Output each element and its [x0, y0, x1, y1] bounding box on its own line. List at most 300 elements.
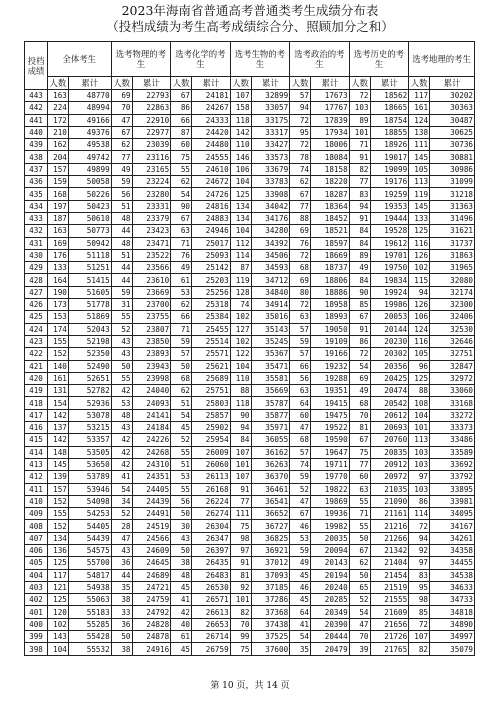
cumulative-cell: 34914: [251, 299, 290, 311]
cumulative-cell: 33679: [251, 163, 290, 175]
count-cell: 50: [111, 631, 132, 643]
cumulative-cell: 20302: [370, 348, 409, 360]
count-cell: 59: [290, 335, 311, 347]
cumulative-cell: 23471: [132, 237, 171, 249]
cumulative-cell: 54439: [68, 532, 111, 544]
cumulative-cell: 18562: [370, 90, 409, 102]
count-cell: 88: [290, 212, 311, 224]
table-row: [25, 225, 475, 237]
count-cell: 50: [171, 508, 192, 520]
score-cell: 423: [25, 335, 48, 347]
cumulative-cell: 19750: [370, 262, 409, 274]
count-cell: 60: [290, 409, 311, 421]
count-cell: 94: [349, 200, 370, 212]
cumulative-cell: 23893: [132, 348, 171, 360]
count-cell: 95: [290, 126, 311, 138]
cumulative-cell: 23280: [132, 188, 171, 200]
count-cell: 57: [290, 323, 311, 335]
cumulative-cell: 34593: [251, 262, 290, 274]
score-cell: 416: [25, 422, 48, 434]
score-cell: 435: [25, 188, 48, 200]
cumulative-cell: 34455: [430, 557, 475, 569]
count-cell: 62: [111, 139, 132, 151]
table-row: [25, 422, 475, 434]
cumulative-cell: 32847: [430, 360, 475, 372]
cumulative-cell: 25256: [192, 286, 231, 298]
cumulative-cell: 52490: [68, 360, 111, 372]
cumulative-cell: 33783: [251, 176, 290, 188]
cumulative-cell: 21609: [370, 606, 409, 618]
cumulative-cell: 26571: [192, 594, 231, 606]
cumulative-cell: 26483: [192, 569, 231, 581]
cumulative-cell: 20194: [311, 569, 350, 581]
cumulative-cell: 36461: [251, 483, 290, 495]
count-cell: 139: [47, 471, 68, 483]
score-cell: 426: [25, 299, 48, 311]
score-distribution-table: [24, 41, 475, 656]
score-cell: 421: [25, 360, 48, 372]
score-cell: 440: [25, 126, 48, 138]
cumulative-cell: 33427: [251, 139, 290, 151]
cumulative-cell: 26168: [192, 483, 231, 495]
score-cell: 412: [25, 471, 48, 483]
cumulative-cell: 20542: [370, 397, 409, 409]
cumulative-cell: 34280: [251, 225, 290, 237]
table-row: [25, 176, 475, 188]
group-header-geography: 选考地理的考生: [409, 42, 475, 77]
count-cell: 84: [230, 434, 251, 446]
cumulative-cell: 36370: [251, 471, 290, 483]
cumulative-cell: 25954: [192, 434, 231, 446]
count-cell: 53: [171, 471, 192, 483]
count-cell: 72: [290, 249, 311, 261]
count-cell: 197: [47, 200, 68, 212]
count-cell: 162: [47, 139, 68, 151]
count-cell: 85: [409, 606, 430, 618]
cumulative-cell: 19415: [311, 397, 350, 409]
count-cell: 63: [171, 225, 192, 237]
count-cell: 112: [230, 237, 251, 249]
cumulative-cell: 33272: [430, 409, 475, 421]
table-row: [25, 237, 475, 249]
cumulative-cell: 20972: [370, 471, 409, 483]
cumulative-cell: 18806: [311, 274, 350, 286]
cumulative-cell: 21454: [370, 569, 409, 581]
cumulative-cell: 51605: [68, 286, 111, 298]
count-cell: 47: [111, 114, 132, 126]
cumulative-cell: 51778: [68, 299, 111, 311]
cumulative-cell: 34818: [430, 606, 475, 618]
cumulative-cell: 33792: [430, 471, 475, 483]
count-cell: 74: [290, 163, 311, 175]
cumulative-cell: 20285: [311, 594, 350, 606]
cumulative-cell: 25571: [192, 348, 231, 360]
count-cell: 42: [111, 434, 132, 446]
cumulative-cell: 24439: [132, 495, 171, 507]
cumulative-cell: 24610: [192, 163, 231, 175]
count-cell: 127: [230, 323, 251, 335]
count-cell: 107: [230, 446, 251, 458]
count-cell: 45: [171, 422, 192, 434]
count-cell: 91: [230, 557, 251, 569]
cumulative-cell: 37438: [251, 618, 290, 630]
cumulative-cell: 33486: [430, 434, 475, 446]
cumulative-cell: 23522: [132, 249, 171, 261]
count-cell: 80: [290, 286, 311, 298]
count-cell: 28: [111, 520, 132, 532]
cumulative-cell: 33317: [251, 126, 290, 138]
count-cell: 158: [230, 102, 251, 114]
score-cell: 402: [25, 594, 48, 606]
table-row: [25, 483, 475, 495]
cumulative-cell: 24040: [132, 385, 171, 397]
cumulative-cell: 25093: [192, 249, 231, 261]
table-row: [25, 163, 475, 175]
count-cell: 84: [349, 225, 370, 237]
score-cell: 432: [25, 225, 48, 237]
cumulative-cell: 32080: [430, 274, 475, 286]
cumulative-cell: 37286: [251, 594, 290, 606]
cumulative-cell: 25857: [192, 409, 231, 421]
table-row: [25, 557, 475, 569]
count-cell: 44: [111, 569, 132, 581]
count-cell: 49: [349, 262, 370, 274]
cumulative-cell: 18855: [370, 126, 409, 138]
count-cell: 114: [230, 249, 251, 261]
count-cell: 92: [230, 581, 251, 593]
count-cell: 51: [111, 200, 132, 212]
score-cell: 422: [25, 348, 48, 360]
cumulative-cell: 20912: [370, 458, 409, 470]
cumulative-cell: 25203: [192, 274, 231, 286]
count-cell: 51: [171, 458, 192, 470]
count-cell: 55: [171, 483, 192, 495]
cumulative-cell: 20612: [370, 409, 409, 421]
count-cell: 126: [409, 249, 430, 261]
count-cell: 54: [349, 360, 370, 372]
cumulative-cell: 24267: [192, 102, 231, 114]
count-cell: 67: [349, 544, 370, 556]
table-row: [25, 286, 475, 298]
cumulative-cell: 31099: [430, 176, 475, 188]
cumulative-cell: 19475: [311, 409, 350, 421]
table-row: [25, 508, 475, 520]
cumulative-cell: 49376: [68, 126, 111, 138]
cumulative-cell: 36263: [251, 458, 290, 470]
score-cell: 431: [25, 237, 48, 249]
cumulative-cell: 26060: [192, 458, 231, 470]
count-cell: 71: [349, 139, 370, 151]
cumulative-cell: 18287: [311, 188, 350, 200]
count-cell: 104: [409, 409, 430, 421]
table-row: [25, 618, 475, 630]
count-cell: 142: [47, 409, 68, 421]
count-cell: 55: [349, 520, 370, 532]
count-cell: 157: [47, 163, 68, 175]
count-cell: 122: [230, 348, 251, 360]
table-row: [25, 139, 475, 151]
cumulative-cell: 35016: [251, 311, 290, 323]
cumulative-cell: 55285: [68, 618, 111, 630]
cumulative-cell: 30363: [430, 102, 475, 114]
table-body: [25, 90, 475, 656]
cumulative-cell: 31621: [430, 225, 475, 237]
cumulative-cell: 25384: [192, 311, 231, 323]
count-cell: 54: [171, 188, 192, 200]
count-cell: 50: [111, 360, 132, 372]
cumulative-cell: 23039: [132, 139, 171, 151]
count-header: 人数: [409, 77, 430, 90]
cumulative-cell: 37093: [251, 569, 290, 581]
count-cell: 120: [47, 606, 68, 618]
count-cell: 67: [290, 508, 311, 520]
table-row: [25, 458, 475, 470]
count-cell: 91: [230, 483, 251, 495]
count-cell: 117: [47, 569, 68, 581]
count-cell: 152: [47, 520, 68, 532]
count-cell: 84: [349, 237, 370, 249]
cumulative-cell: 17673: [311, 90, 350, 102]
score-cell: 434: [25, 200, 48, 212]
count-cell: 137: [47, 422, 68, 434]
cumulative-cell: 24883: [192, 212, 231, 224]
count-cell: 36: [111, 618, 132, 630]
count-cell: 116: [409, 335, 430, 347]
cumulative-cell: 31737: [430, 237, 475, 249]
cumulative-cell: 23755: [132, 311, 171, 323]
cumulative-cell: 21216: [370, 520, 409, 532]
score-cell: 413: [25, 458, 48, 470]
count-cell: 172: [47, 114, 68, 126]
count-cell: 69: [349, 372, 370, 384]
count-cell: 45: [290, 594, 311, 606]
count-cell: 101: [230, 594, 251, 606]
cumulative-cell: 17767: [311, 102, 350, 114]
cumulative-cell: 32899: [251, 90, 290, 102]
cumulative-cell: 19936: [311, 508, 350, 520]
score-cell: 436: [25, 176, 48, 188]
cumulative-cell: 49538: [68, 139, 111, 151]
count-cell: 86: [409, 495, 430, 507]
score-cell: 406: [25, 544, 48, 556]
cumulative-header: 累计: [311, 77, 350, 90]
score-cell: 437: [25, 163, 48, 175]
count-cell: 57: [171, 348, 192, 360]
count-cell: 56: [111, 188, 132, 200]
count-cell: 66: [171, 311, 192, 323]
count-cell: 128: [230, 286, 251, 298]
cumulative-cell: 20053: [370, 311, 409, 323]
cumulative-cell: 21656: [370, 618, 409, 630]
score-cell: 408: [25, 520, 48, 532]
count-cell: 70: [349, 409, 370, 421]
cumulative-cell: 22910: [132, 114, 171, 126]
count-cell: 97: [409, 471, 430, 483]
cumulative-cell: 17839: [311, 114, 350, 126]
cumulative-cell: 20693: [370, 422, 409, 434]
count-cell: 190: [47, 286, 68, 298]
cumulative-cell: 19099: [370, 163, 409, 175]
table-row: [25, 581, 475, 593]
count-cell: 101: [349, 126, 370, 138]
score-cell: 441: [25, 114, 48, 126]
count-cell: 82: [349, 163, 370, 175]
count-cell: 106: [230, 163, 251, 175]
count-cell: 71: [171, 237, 192, 249]
count-cell: 113: [409, 434, 430, 446]
count-cell: 54: [171, 409, 192, 421]
cumulative-header: 累计: [430, 77, 475, 90]
count-cell: 42: [111, 458, 132, 470]
count-cell: 101: [409, 422, 430, 434]
score-cell: 424: [25, 323, 48, 335]
count-cell: 174: [47, 323, 68, 335]
cumulative-cell: 19590: [311, 434, 350, 446]
count-cell: 173: [47, 299, 68, 311]
count-cell: 43: [111, 335, 132, 347]
table-row: [25, 102, 475, 114]
score-cell: 411: [25, 483, 48, 495]
cumulative-cell: 34095: [430, 508, 475, 520]
count-cell: 103: [349, 102, 370, 114]
count-cell: 169: [47, 237, 68, 249]
cumulative-cell: 30736: [430, 139, 475, 151]
count-cell: 50: [171, 544, 192, 556]
score-cell: 442: [25, 102, 48, 114]
score-cell: 443: [25, 90, 48, 102]
page-title: 2023年海南省普通高考普通类考生成绩分布表: [121, 3, 379, 18]
score-cell: 438: [25, 151, 48, 163]
count-cell: 115: [409, 274, 430, 286]
count-cell: 70: [111, 102, 132, 114]
count-cell: 62: [171, 299, 192, 311]
cumulative-cell: 19109: [311, 335, 350, 347]
table-row: [25, 323, 475, 335]
score-cell: 439: [25, 139, 48, 151]
count-cell: 164: [47, 274, 68, 286]
cumulative-cell: 34392: [251, 237, 290, 249]
table-row: [25, 643, 475, 655]
cumulative-cell: 55183: [68, 606, 111, 618]
cumulative-cell: 19711: [311, 458, 350, 470]
cumulative-cell: 25318: [192, 299, 231, 311]
score-cell: 420: [25, 372, 48, 384]
cumulative-cell: 25142: [192, 262, 231, 274]
count-cell: 81: [349, 422, 370, 434]
cumulative-cell: 34358: [430, 544, 475, 556]
cumulative-cell: 23331: [132, 200, 171, 212]
cumulative-cell: 19647: [311, 446, 350, 458]
count-cell: 34: [111, 495, 132, 507]
cumulative-cell: 35669: [251, 385, 290, 397]
count-cell: 148: [47, 446, 68, 458]
cumulative-cell: 54253: [68, 508, 111, 520]
count-cell: 36: [111, 557, 132, 569]
count-cell: 145: [409, 200, 430, 212]
cumulative-cell: 55428: [68, 631, 111, 643]
count-cell: 146: [230, 151, 251, 163]
count-cell: 74: [290, 458, 311, 470]
count-cell: 40: [171, 618, 192, 630]
cumulative-cell: 18452: [311, 212, 350, 224]
cumulative-cell: 33692: [430, 458, 475, 470]
cumulative-cell: 34712: [251, 274, 290, 286]
cumulative-cell: 24480: [192, 139, 231, 151]
cumulative-cell: 36727: [251, 520, 290, 532]
cumulative-cell: 19612: [370, 237, 409, 249]
count-cell: 187: [47, 212, 68, 224]
cumulative-cell: 32406: [430, 311, 475, 323]
count-cell: 142: [47, 434, 68, 446]
cumulative-cell: 25455: [192, 323, 231, 335]
table-row: [25, 372, 475, 384]
score-cell: 404: [25, 569, 48, 581]
count-cell: 136: [47, 544, 68, 556]
count-cell: 44: [111, 225, 132, 237]
count-cell: 67: [349, 434, 370, 446]
count-cell: 125: [47, 594, 68, 606]
cumulative-cell: 19869: [311, 495, 350, 507]
count-cell: 103: [409, 458, 430, 470]
count-cell: 145: [409, 151, 430, 163]
cumulative-cell: 23669: [132, 286, 171, 298]
table-row: [25, 114, 475, 126]
cumulative-cell: 18665: [370, 102, 409, 114]
count-cell: 30: [171, 520, 192, 532]
count-cell: 131: [47, 385, 68, 397]
cumulative-cell: 23807: [132, 323, 171, 335]
count-cell: 88: [409, 385, 430, 397]
score-cell: 399: [25, 631, 48, 643]
count-cell: 53: [111, 397, 132, 409]
cumulative-cell: 35877: [251, 409, 290, 421]
count-cell: 65: [349, 581, 370, 593]
count-cell: 94: [409, 286, 430, 298]
count-cell: 163: [47, 90, 68, 102]
cumulative-cell: 35143: [251, 323, 290, 335]
count-cell: 104: [47, 643, 68, 655]
table-row: [25, 200, 475, 212]
count-cell: 75: [230, 643, 251, 655]
count-cell: 64: [290, 606, 311, 618]
table-row: [25, 126, 475, 138]
count-cell: 140: [47, 360, 68, 372]
table-row: [25, 90, 475, 102]
count-cell: 66: [171, 114, 192, 126]
cumulative-cell: 20035: [311, 532, 350, 544]
count-cell: 124: [409, 114, 430, 126]
count-cell: 43: [111, 544, 132, 556]
count-cell: 110: [230, 372, 251, 384]
cumulative-cell: 26714: [192, 631, 231, 643]
count-cell: 45: [290, 569, 311, 581]
count-cell: 99: [230, 631, 251, 643]
count-cell: 47: [349, 618, 370, 630]
count-cell: 121: [47, 581, 68, 593]
cumulative-cell: 19017: [370, 151, 409, 163]
count-cell: 98: [409, 594, 430, 606]
cumulative-cell: 33060: [430, 385, 475, 397]
cumulative-cell: 18958: [311, 299, 350, 311]
cumulative-header: 累计: [192, 77, 231, 90]
count-cell: 68: [171, 372, 192, 384]
cumulative-cell: 22977: [132, 126, 171, 138]
count-cell: 48: [111, 409, 132, 421]
cumulative-cell: 33981: [430, 495, 475, 507]
count-cell: 75: [349, 446, 370, 458]
cumulative-cell: 20094: [311, 544, 350, 556]
count-cell: 78: [290, 151, 311, 163]
